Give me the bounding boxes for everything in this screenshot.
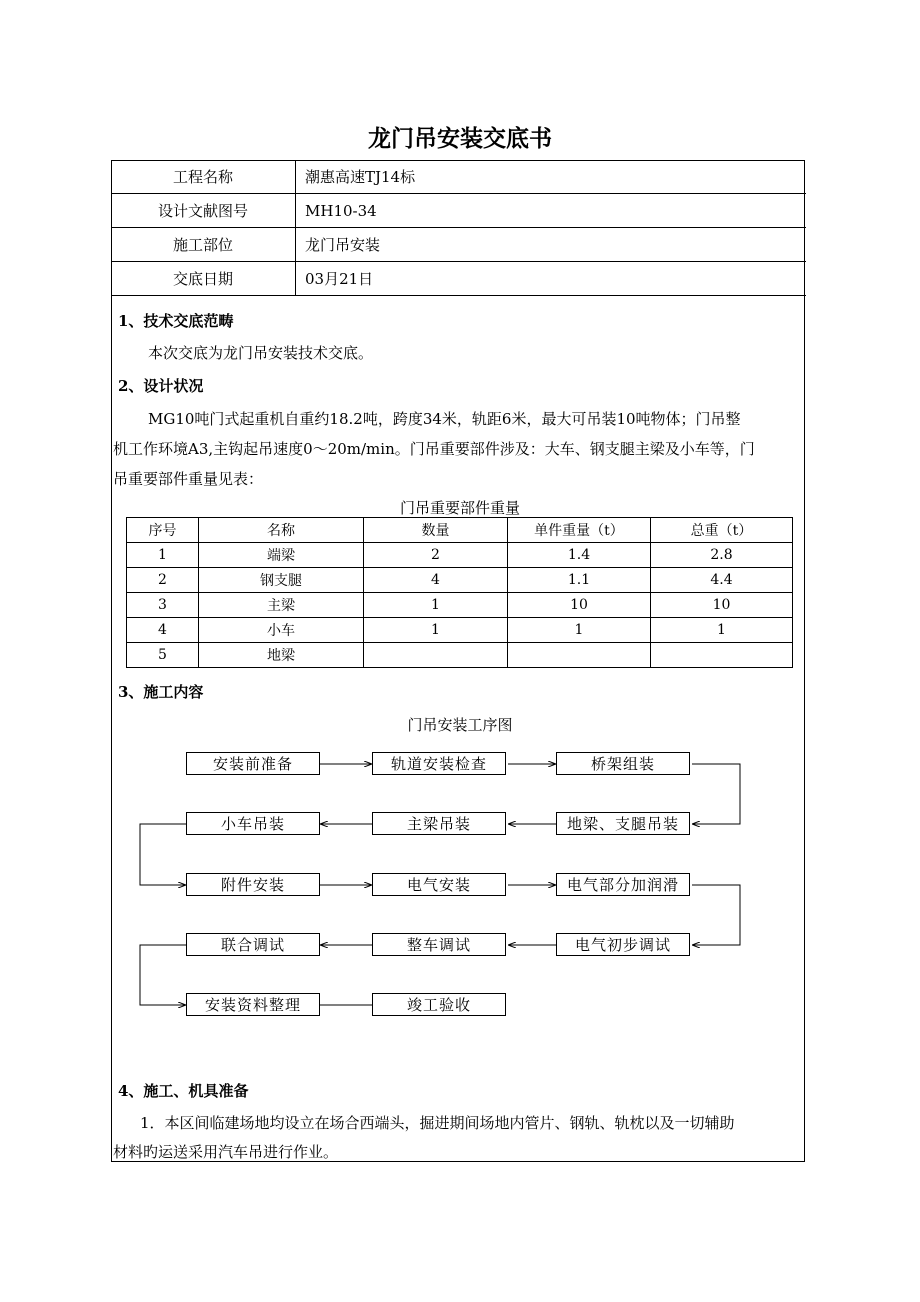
table-cell: 端梁 <box>199 543 364 568</box>
table-caption: 门吊重要部件重量 <box>399 499 520 517</box>
table-cell: 钢支腿 <box>199 568 364 593</box>
flow-step: 竣工验收 <box>372 993 506 1016</box>
table-cell: 4 <box>127 618 199 643</box>
section4-line: 材料旳运送采用汽车吊进行作业。 <box>113 1143 339 1161</box>
info-value: 03月21日 <box>305 270 374 288</box>
table-cell: 单件重量（t） <box>508 518 651 543</box>
info-label: 交底日期 <box>111 262 296 295</box>
flow-step: 地梁、支腿吊装 <box>556 812 690 835</box>
info-value: 潮惠高速TJ14标 <box>305 168 416 186</box>
flow-step: 整车调试 <box>372 933 506 956</box>
section1-text: 本次交底为龙门吊安装技术交底。 <box>148 344 374 362</box>
table-cell: 1.1 <box>508 568 651 593</box>
table-cell: 2.8 <box>651 543 793 568</box>
table-cell: 数量 <box>364 518 508 543</box>
table-cell: 4.4 <box>651 568 793 593</box>
flow-step: 桥架组装 <box>556 752 690 775</box>
flow-step: 电气安装 <box>372 873 506 896</box>
section4-line: 1．本区间临建场地均设立在场合西端头，掘进期间场地内管片、钢轨、轨枕以及一切辅助 <box>140 1114 735 1132</box>
table-cell: 总重（t） <box>651 518 793 543</box>
section1-heading: 1、技术交底范畴 <box>118 312 234 330</box>
section2-line: 吊重要部件重量见表： <box>113 470 264 488</box>
table-cell: 2 <box>364 543 508 568</box>
info-label: 施工部位 <box>111 228 296 261</box>
flow-step: 安装资料整理 <box>186 993 320 1016</box>
section2-line: MG10吨门式起重机自重约18.2吨，跨度34米，轨距6米，最大可吊装10吨物体；门吊整 <box>148 410 741 428</box>
table-cell: 10 <box>651 593 793 618</box>
flow-step: 电气部分加润滑 <box>556 873 690 896</box>
table-cell: 序号 <box>127 518 199 543</box>
info-label: 工程名称 <box>111 160 296 193</box>
table-cell: 5 <box>127 643 199 668</box>
table-cell: 3 <box>127 593 199 618</box>
info-label: 设计文献图号 <box>111 194 296 227</box>
table-cell: 1 <box>508 618 651 643</box>
flow-step: 联合调试 <box>186 933 320 956</box>
flow-step: 小车吊装 <box>186 812 320 835</box>
table-cell: 主梁 <box>199 593 364 618</box>
flow-step: 安装前准备 <box>186 752 320 775</box>
table-cell: 1 <box>364 593 508 618</box>
section3-heading: 3、施工内容 <box>118 683 204 701</box>
table-cell: 地梁 <box>199 643 364 668</box>
table-cell: 2 <box>127 568 199 593</box>
table-cell: 1 <box>364 618 508 643</box>
section2-heading: 2、设计状况 <box>118 377 204 395</box>
table-cell: 10 <box>508 593 651 618</box>
flow-step: 附件安装 <box>186 873 320 896</box>
flow-step: 电气初步调试 <box>556 933 690 956</box>
table-cell: 1.4 <box>508 543 651 568</box>
table-cell: 小车 <box>199 618 364 643</box>
table-cell: 1 <box>651 618 793 643</box>
flow-step: 主梁吊装 <box>372 812 506 835</box>
table-cell: 1 <box>127 543 199 568</box>
flow-step: 轨道安装检查 <box>372 752 506 775</box>
diagram-caption: 门吊安装工序图 <box>407 716 513 734</box>
document-title: 龙门吊安装交底书 <box>368 125 552 152</box>
table-cell: 名称 <box>199 518 364 543</box>
section2-line: 机工作环境A3,主钩起吊速度0～20m/min。门吊重要部件涉及：大车、钢支腿主梁及小车等，门 <box>113 440 755 458</box>
info-value: MH10-34 <box>305 202 377 220</box>
info-value: 龙门吊安装 <box>305 236 381 254</box>
section4-heading: 4、施工、机具准备 <box>118 1082 249 1100</box>
table-cell: 4 <box>364 568 508 593</box>
